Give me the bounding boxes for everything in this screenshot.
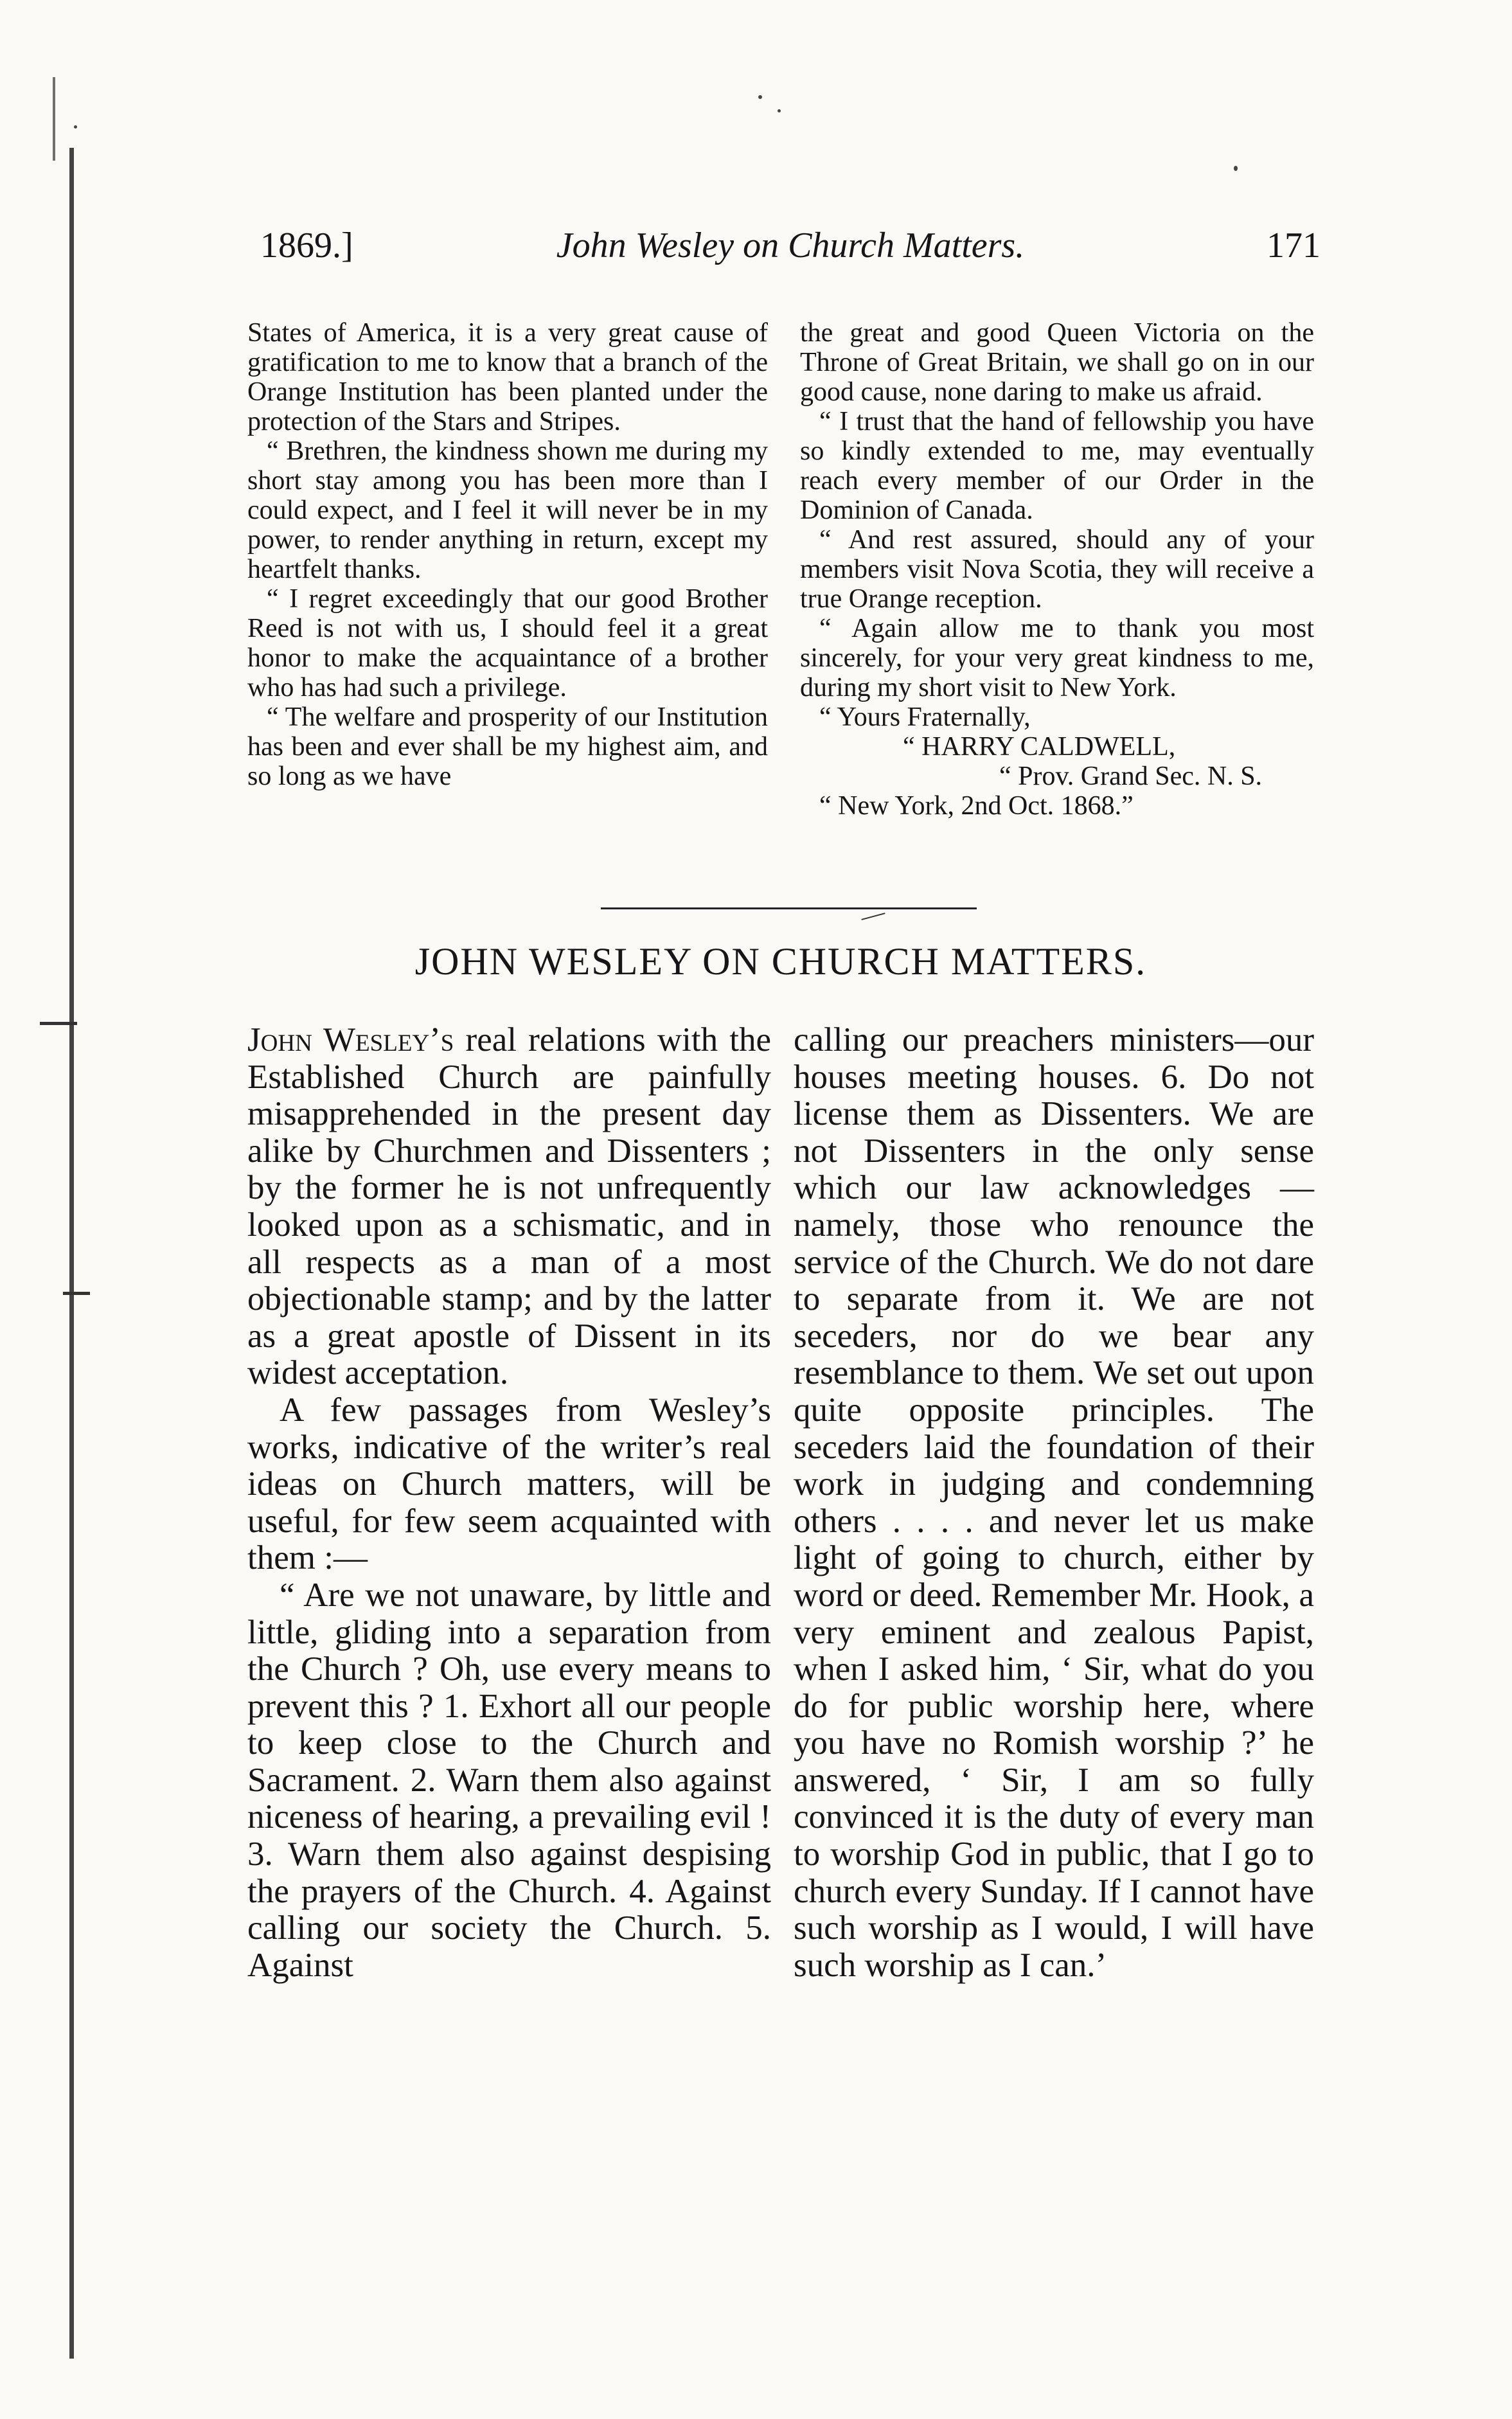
article-title: JOHN WESLEY ON CHURCH MATTERS.: [414, 940, 1147, 983]
section-divider: [601, 907, 977, 909]
article-lead-text: real relations with the Established Church are painfully misapprehended in the present day alike by Churchmen and Dissenters ; by the former he is not unfrequently looked upon as a schismatic, and in all respects as a man of a most objectionable stamp; and by the latter as a great apostle of Dissent in its widest acceptation.: [247, 1021, 771, 1392]
letter-signature-title: “ Prov. Grand Sec. N. S.: [999, 762, 1263, 791]
paper-speck: [1234, 166, 1238, 171]
binding-edge: [69, 148, 74, 2359]
article-lead-small-caps: John Wesley’s: [247, 1021, 454, 1058]
letter-left-column: [247, 318, 768, 791]
letter-paragraph: “ Brethren, the kindness shown me during my short stay among you has been more than I could expect, and I feel it will never be in my power, to render anything in return, except my heartfelt thanks.: [247, 436, 768, 584]
paper-speck: [74, 125, 77, 129]
letter-closing: “ Yours Fraternally,: [819, 702, 1031, 732]
running-header: [260, 225, 1321, 276]
header-running-title: John Wesley on Church Matters.: [556, 226, 1025, 265]
header-year: 1869.]: [260, 226, 353, 265]
binding-edge-top: [53, 77, 55, 161]
letter-paragraph: “ And rest assured, should any of your members visit Nova Scotia, they will receive a true Orange reception.: [800, 525, 1314, 614]
article-paragraph: [247, 1022, 771, 1392]
binding-mark: [40, 1022, 77, 1025]
letter-paragraph: “ I regret exceedingly that our good Brother Reed is not with us, I should feel it a great honor to make the acquaintance of a brother who has had such a privilege.: [247, 584, 768, 702]
article-right-column: [794, 1022, 1314, 1984]
letter-signature-name: “ HARRY CALDWELL,: [903, 732, 1176, 762]
article-paragraph: calling our preachers ministers—our houses meeting houses. 6. Do not license them as Dissenters. We are not Dissenters in the only sense which our law acknowledges —namely, those who renounce the service of the Church. We do not dare to separate from it. We are not seceders, nor do we bear any resemblance to them. We set out upon quite opposite principles. The seceders laid the foundation of their work in judging and condemning others . . . . and never let us make light of going to church, either by word or deed. Remember Mr. Hook, a very eminent and zealous Papist, when I asked him, ‘ Sir, what do you do for public worship here, where you have no Romish worship ?’ he answered, ‘ Sir, I am so fully convinced it is the duty of every man to worship God in public, that I go to church every Sunday. If I cannot have such worship as I would, I will have such worship as I can.’: [794, 1021, 1314, 1984]
letter-right-column: [800, 318, 1314, 821]
letter-paragraph: “ Again allow me to thank you most sincerely, for your very great kindness to me, during my short visit to New York.: [800, 614, 1314, 702]
paper-speck: [778, 109, 781, 112]
article-paragraph: “ Are we not unaware, by little and little, gliding into a separation from the Church ? Oh, use every means to prevent this ? 1. Exhort all our people to keep close to the Church and Sacrament. 2. Warn them also against niceness of hearing, a prevailing evil ! 3. Warn them also against despising the prayers of the Church. 4. Against calling our society the Church. 5. Against: [247, 1576, 771, 1984]
letter-paragraph: States of America, it is a very great cause of gratification to me to know that a branch of the Orange Institution has been planted under the protection of the Stars and Stripes.: [247, 318, 768, 436]
letter-paragraph: “ The welfare and prosperity of our Institution has been and ever shall be my highest aim, and so long as we have: [247, 702, 768, 791]
letter-paragraph: the great and good Queen Victoria on the Throne of Great Britain, we shall go on in our good cause, none daring to make us afraid.: [800, 318, 1314, 407]
letter-signature-date: “ New York, 2nd Oct. 1868.”: [819, 791, 1134, 821]
letter-paragraph: “ I trust that the hand of fellowship you have so kindly extended to me, may eventually reach every member of our Order in the Dominion of Canada.: [800, 407, 1314, 525]
divider-mark: [861, 913, 885, 920]
article-paragraph: A few passages from Wesley’s works, indicative of the writer’s real ideas on Church matters, will be useful, for few seem acquainted with them :—: [247, 1391, 771, 1577]
binding-mark: [63, 1292, 90, 1295]
page-number: 171: [1267, 226, 1321, 265]
paper-speck: [758, 95, 762, 99]
article-left-column: [247, 1022, 771, 1984]
